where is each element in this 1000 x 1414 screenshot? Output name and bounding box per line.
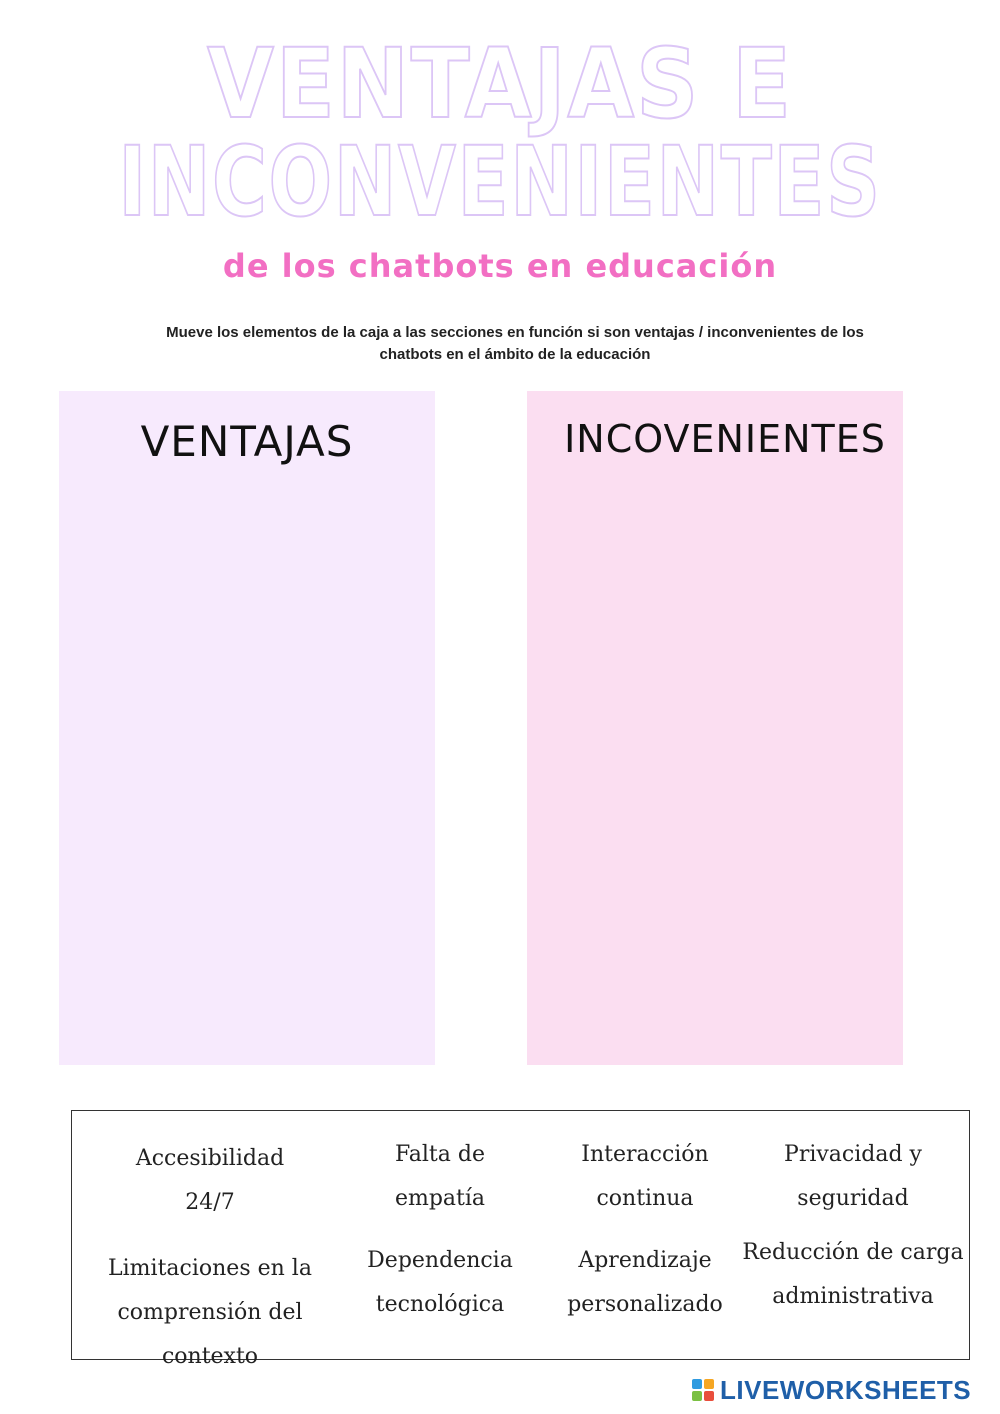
item-line-2: empatía (394, 1186, 486, 1211)
title-line-2: INCONVENIENTES (118, 126, 882, 238)
draggable-item[interactable] (72, 1247, 348, 1379)
title-line-1: VENTAJAS E (207, 28, 793, 140)
liveworksheets-wordmark: LIVEWORKSHEETS (720, 1374, 972, 1405)
item-line-1: Reducción de carga (742, 1240, 964, 1265)
inconvenientes-drop-zone[interactable] (527, 391, 903, 1065)
item-line-1: Interacción (581, 1142, 709, 1167)
item-line-1: Limitaciones en la (108, 1256, 312, 1281)
draggable-item[interactable] (320, 1133, 560, 1221)
draggable-item[interactable] (320, 1239, 560, 1327)
draggable-item[interactable] (719, 1231, 987, 1319)
draggable-item[interactable] (90, 1137, 330, 1225)
item-line-2: tecnológica (375, 1292, 505, 1317)
item-line-1: Accesibilidad (135, 1146, 285, 1171)
instructions-line-2: chatbots en el ámbito de la educación (379, 346, 651, 363)
instructions (150, 322, 880, 366)
item-line-1: Aprendizaje (578, 1248, 712, 1273)
items-box (71, 1110, 970, 1369)
item-line-2: seguridad (797, 1186, 909, 1211)
item-line-2: 24/7 (185, 1190, 235, 1215)
draggable-item[interactable] (525, 1133, 765, 1221)
subtitle: de los chatbots en educación (222, 247, 778, 285)
inconvenientes-heading: INCOVENIENTES (564, 417, 886, 461)
instructions-line-1: Mueve los elementos de la caja a las secciones en función si son ventajas / inconvenientes de los (166, 324, 864, 341)
draggable-item[interactable] (733, 1133, 973, 1221)
ventajas-heading: VENTAJAS (140, 417, 354, 466)
liveworksheets-icon (692, 1379, 714, 1401)
item-line-1: Privacidad y (784, 1142, 922, 1167)
item-line-2: continua (596, 1186, 694, 1211)
item-line-2: administrativa (772, 1284, 934, 1309)
item-line-1: Dependencia (367, 1248, 513, 1273)
ventajas-drop-zone[interactable] (59, 391, 435, 1065)
item-line-2: comprensión del contexto (117, 1300, 303, 1369)
item-line-2: personalizado (567, 1292, 723, 1317)
liveworksheets-logo (692, 1376, 971, 1404)
item-line-1: Falta de (395, 1142, 485, 1167)
